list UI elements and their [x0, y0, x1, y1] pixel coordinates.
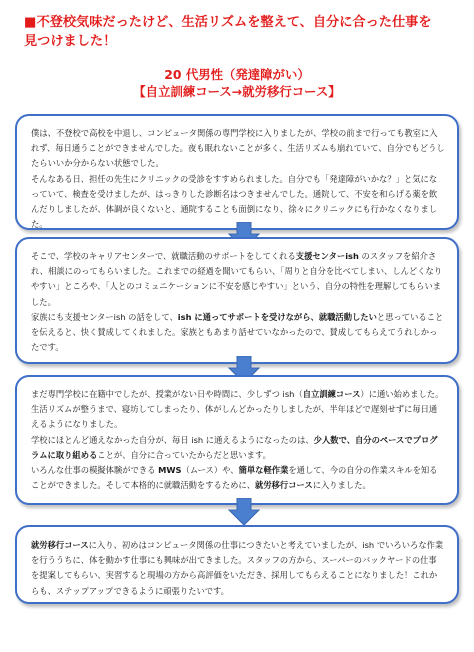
story-2-bold-1: 支援センターish — [295, 251, 359, 261]
story-box-1 — [15, 114, 459, 230]
story-3-text-3: 学校にほとんど通えなかった自分が、毎日 ish に通えるようになったのは、 — [31, 434, 314, 445]
headline-line-1: ■不登校気味だったけど、生活リズムを整えて、自分に合った仕事を — [24, 15, 432, 30]
story-3-bold-5: 就労移行コース — [255, 480, 313, 491]
story-2-text-2: のスタッフを紹介され、相談にのってもらいました。これまでの経過を聞いてもらい、「周りと自分を比べてしまい、しんどくなりやすい」ところや、「人とのコミュニケーションに不安を感じやすい」という、自分の特性を理解してもらいました。 — [31, 251, 443, 307]
story-box-4 — [15, 525, 459, 604]
story-3-text-6: （ムース）や、 — [181, 465, 239, 476]
story-1-paragraph-2: そんなある日、担任の先生にクリニックの受診をすすめられました。自分でも「発達障がいかな？」と気になっていて、検査を受けましたが、はっきりした診断名はつきませんでした。通院して、不安を和らげる薬を飲んだりしましたが、体調が良くないと、通院することも面倒になり、徐々にクリニックにも行かなくなりました。 — [31, 173, 438, 230]
story-3-text-2: ）に通い始めました。生活リズムが整うまで、寝坊してしまったり、体がしんどかったりしましたが、半年ほどで遅刻せずに毎日通えるようになりました。 — [31, 389, 444, 430]
story-box-2 — [15, 237, 459, 364]
person-label: 20 代男性（発達障がい） — [164, 67, 310, 82]
story-4-bold-1: 就労移行コース — [31, 540, 89, 550]
story-3-bold-2: 少人数で、自分のペースでプログラムに取り組める — [31, 434, 438, 460]
story-3-bold-4: 簡単な軽作業 — [238, 465, 289, 476]
story-3-paragraph-1 — [31, 387, 445, 433]
down-arrow-icon — [228, 498, 260, 526]
story-4-text-1: に入り、初めはコンピュータ関係の仕事につきたいと考えていましたが、ish でいろいろな作業を行ううちに、体を動かす仕事にも興味が出てきました。スタッフの方から、スーパーのバックヤードの仕事を提案してもらい、実習すると現場の方から高評価をいただき、採用してもらえることになりました！これからも、ステップアップできるように頑張りたいです。 — [31, 540, 444, 596]
story-3-text-1: まだ専門学校に在籍中でしたが、授業がない日や時間に、少しずつ ish（ — [31, 389, 303, 399]
story-3-text-4: ことが、自分に合っていたからだと思います。 — [97, 449, 271, 460]
story-3-paragraph-2 — [31, 433, 445, 463]
headline — [24, 13, 454, 51]
profile-heading — [0, 66, 474, 100]
story-2-text-1: そこで、学校のキャリアセンターで、就職活動のサポートをしてくれる — [31, 251, 296, 261]
story-2-paragraph-2 — [31, 310, 445, 356]
story-4-paragraph-1 — [31, 538, 445, 599]
story-3-paragraph-3 — [31, 463, 445, 493]
story-2-paragraph-1 — [31, 249, 445, 310]
course-label: 【自立訓練コース→就労移行コース】 — [133, 84, 341, 99]
story-3-bold-1: 自立訓練コース — [302, 389, 361, 399]
story-3-text-7: を通して、今の自分の作業スキルを知ることができました。そして本格的に就職活動をするために、 — [31, 465, 438, 491]
story-3-text-8: に入りました。 — [312, 480, 371, 491]
story-3-bold-3: MWS — [158, 465, 182, 476]
story-2-text-3: 家族にも支援センターish の話をして、 — [31, 311, 178, 322]
story-2-bold-2: ish に通ってサポートを受けながら、就職活動したい — [177, 311, 377, 322]
story-2-text-4: と思っていることを伝えると、快く賛成してくれました。家族ともあまり話せていなかったので、賛成してもらえてうれしかったです。 — [31, 311, 444, 353]
story-1-paragraph-1: 僕は、不登校で高校を中退し、コンピュータ関係の専門学校に入りましたが、学校の前まで行っても教室に入れず、毎日通うことができませんでした。夜も眠れないことが多く、生活リズムも崩れていて、自分でもどうしたらいいか分からない状態でした。 — [31, 128, 445, 169]
headline-line-2: 見つけました！ — [24, 34, 117, 49]
story-3-text-5: いろんな仕事の模擬体験ができる — [31, 465, 159, 476]
story-box-3 — [15, 375, 459, 505]
